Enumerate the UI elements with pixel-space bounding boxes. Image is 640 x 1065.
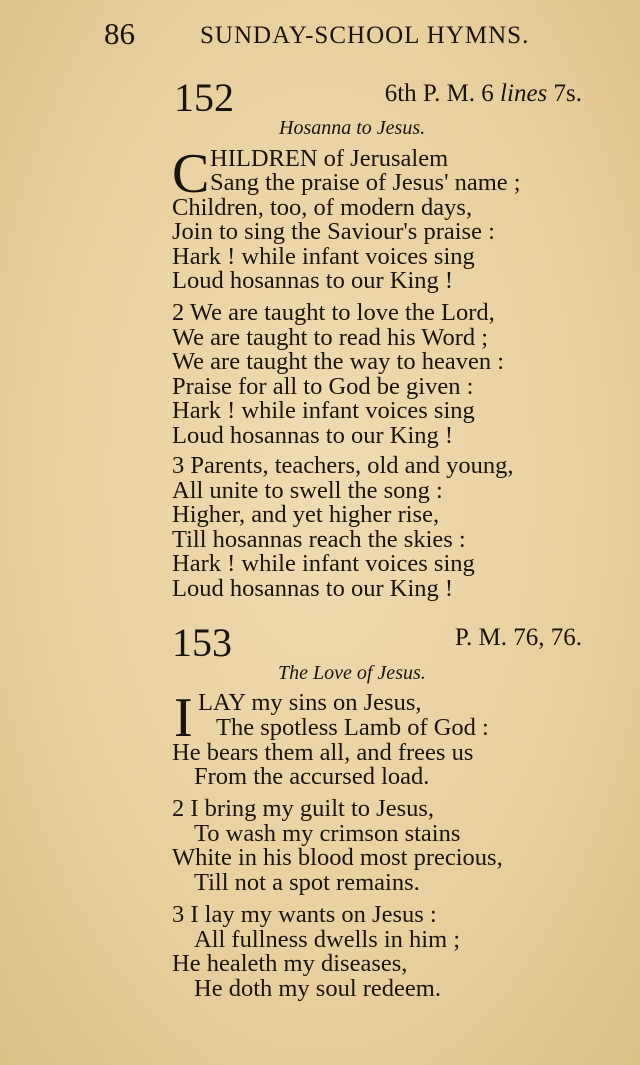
verse-line: Children, too, of modern days,: [172, 193, 473, 221]
hymn-153-first-line: LAY my sins on Jesus,: [198, 689, 422, 716]
verse-line: Hark ! while infant voices sing: [172, 397, 475, 424]
verse-line: Till hosannas reach the skies :: [172, 525, 466, 553]
hymn-153-stanza-2: [172, 797, 503, 895]
hymn-152-meter: 6th P. M. 6 lines 7s.: [384, 80, 582, 107]
verse-line: All fullness dwells in him ;: [194, 925, 461, 953]
verse-line: 3 Parents, teachers, old and young,: [172, 452, 514, 479]
verse-line: Sang the praise of Jesus' name ;: [210, 169, 521, 196]
verse-line: He doth my soul redeem.: [194, 974, 441, 1002]
verse-line: Hark ! while infant voices sing: [172, 242, 475, 270]
verse-line: Praise for all to God be given :: [172, 372, 474, 400]
verse-line: 2 We are taught to love the Lord,: [172, 299, 495, 326]
verse-line: Higher, and yet higher rise,: [172, 501, 440, 528]
hymn-153-stanza-1: [172, 716, 489, 790]
verse-line: We are taught the way to heaven :: [172, 348, 505, 375]
hymn-153-drop-cap: I: [174, 687, 193, 749]
verse-line: 2 I bring my guilt to Jesus,: [172, 795, 435, 822]
hymn-152-number: 152: [174, 75, 234, 120]
verse-line: From the accursed load.: [194, 763, 430, 790]
hymn-152-first-line: HILDREN of Jerusalem: [210, 145, 449, 172]
hymn-153-title: The Love of Jesus.: [278, 662, 426, 684]
running-title: SUNDAY-SCHOOL HYMNS.: [200, 22, 530, 49]
verse-line: Loud hosannas to our King !: [172, 574, 454, 602]
hymn-152-stanza-1: [172, 171, 521, 294]
hymn-152-drop-cap: C: [172, 143, 210, 205]
verse-line: He bears them all, and frees us: [172, 738, 474, 766]
verse-line: Hark ! while infant voices sing: [172, 550, 475, 577]
hymn-152-stanza-3: [172, 454, 514, 601]
hymn-152-stanza-2: [172, 301, 504, 448]
verse-line: We are taught to read his Word ;: [172, 323, 489, 351]
verse-line: Loud hosannas to our King !: [172, 421, 454, 449]
verse-line: Loud hosannas to our King !: [172, 267, 454, 294]
verse-line: Join to sing the Saviour's praise :: [172, 218, 495, 245]
hymn-153-stanza-3: [172, 903, 460, 1001]
hymn-153-number: 153: [172, 620, 232, 665]
verse-line: 3 I lay my wants on Jesus :: [172, 901, 437, 928]
verse-line: All unite to swell the song :: [172, 476, 443, 504]
hymn-152-title: Hosanna to Jesus.: [279, 117, 426, 139]
verse-line: Till not a spot remains.: [194, 868, 420, 896]
verse-line: The spotless Lamb of God :: [216, 714, 489, 741]
verse-line: White in his blood most precious,: [172, 844, 503, 871]
verse-line: To wash my crimson stains: [194, 819, 461, 847]
hymn-153-meter: P. M. 76, 76.: [454, 624, 582, 651]
page-number: 86: [104, 16, 135, 51]
verse-line: He healeth my diseases,: [172, 950, 408, 977]
